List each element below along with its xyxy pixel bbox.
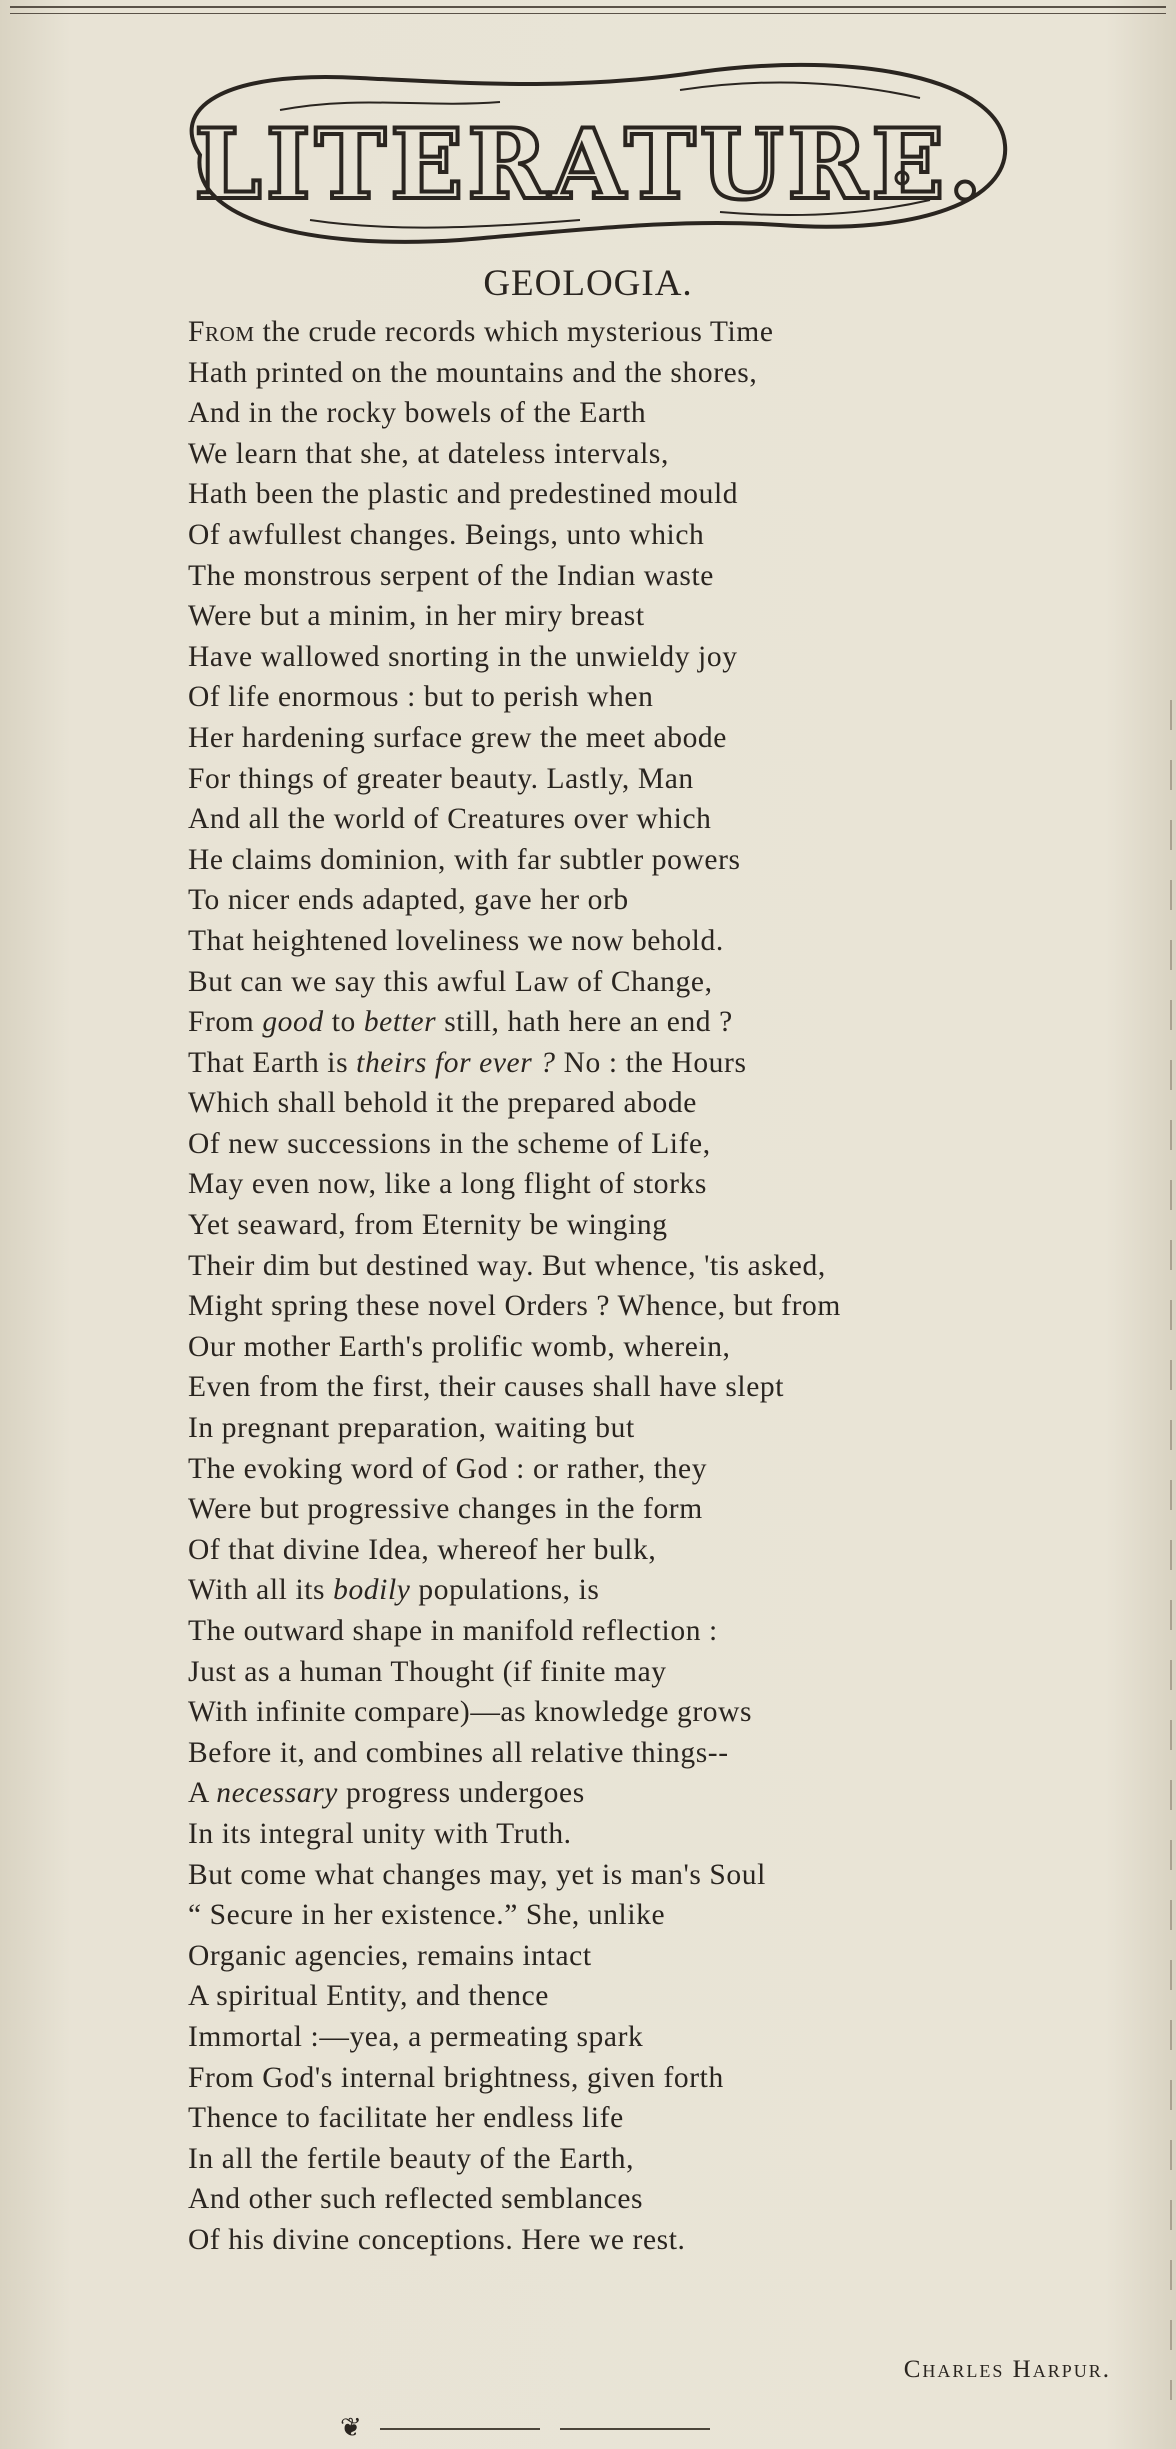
line-text: From (188, 1006, 263, 1039)
poem-line (188, 556, 1088, 597)
fleuron-ornament: ❦ (340, 2413, 362, 2442)
line-text: populations, is (410, 1574, 600, 1607)
line-text: Of that divine Idea, whereof her bulk, (188, 1533, 657, 1566)
poem-line (188, 1570, 1088, 1611)
poem-line (188, 1814, 1088, 1855)
poem-line (188, 596, 1088, 637)
poem-line (188, 1692, 1088, 1733)
line-text: From (188, 316, 255, 348)
poem-line (188, 759, 1088, 800)
poem-line (188, 434, 1088, 475)
poem-line (188, 2220, 1088, 2261)
footer-rule-left (380, 2428, 540, 2430)
poem-line (188, 1773, 1088, 1814)
literature-masthead (160, 50, 1020, 260)
line-text: Yet seaward, from Eternity be winging (188, 1209, 668, 1242)
poem-body (188, 312, 1088, 2261)
line-text: Her hardening surface grew the meet abode (188, 721, 727, 754)
line-text: Just as a human Thought (if finite may (188, 1655, 667, 1688)
line-text: In all the fertile beauty of the Earth, (188, 2142, 635, 2175)
line-text: Organic agencies, remains intact (188, 1939, 592, 1972)
poem-line (188, 1855, 1088, 1896)
line-text: Their dim but destined way. But whence, 'tis asked, (188, 1249, 826, 1282)
line-text: Thence to facilitate her endless life (188, 2102, 624, 2135)
poem-line (188, 2058, 1088, 2099)
line-text: And other such reflected semblances (188, 2183, 644, 2216)
line-text: still, hath here an end ? (436, 1006, 733, 1039)
line-text: The monstrous serpent of the Indian waste (188, 559, 714, 592)
line-text: A (188, 1777, 217, 1810)
line-text: the crude records which mysterious Time (254, 316, 774, 348)
poem-line (188, 840, 1088, 881)
poem-title: GEOLOGIA. (483, 263, 693, 304)
poem-line (188, 1124, 1088, 1165)
poem-line (188, 2139, 1088, 2180)
line-text: Hath been the plastic and predestined mould (188, 478, 739, 511)
line-text: That Earth is (188, 1046, 357, 1079)
poem-line (188, 1246, 1088, 1287)
line-text: Were but progressive changes in the form (188, 1493, 703, 1526)
line-text: We learn that she, at dateless intervals, (188, 437, 669, 470)
poem-line (188, 1408, 1088, 1449)
line-text: That heightened loveliness we now behold. (188, 924, 724, 957)
poem-line (188, 1164, 1088, 1205)
poem-line (188, 1652, 1088, 1693)
poem-line (188, 2179, 1088, 2220)
poem-line (188, 718, 1088, 759)
poem-line (188, 474, 1088, 515)
line-text: The outward shape in manifold reflection : (188, 1615, 718, 1647)
line-text: Hath printed on the mountains and the shores, (188, 356, 758, 389)
poem-line (188, 1489, 1088, 1530)
poem-line (188, 1611, 1088, 1652)
line-text: No : the Hours (555, 1046, 747, 1079)
line-text: Before it, and combines all relative things-- (188, 1736, 729, 1769)
poem-line (188, 1976, 1088, 2017)
line-text: Of his divine conceptions. Here we rest. (188, 2223, 686, 2256)
poem-line (188, 1895, 1088, 1936)
line-text: The evoking word of God : or rather, they (188, 1452, 708, 1485)
poem-line (188, 1043, 1088, 1084)
italic-text: bodily (333, 1574, 411, 1607)
line-text: To nicer ends adapted, gave her orb (188, 884, 629, 917)
line-text: progress undergoes (337, 1777, 585, 1810)
italic-text: theirs for ever ? (356, 1046, 556, 1079)
line-text: But can we say this awful Law of Change, (188, 965, 713, 998)
poem-line (188, 312, 1088, 353)
poem-line (188, 1205, 1088, 1246)
poem-line (188, 1530, 1088, 1571)
poem-line (188, 637, 1088, 678)
line-text: Of life enormous : but to perish when (188, 681, 654, 714)
poem-line (188, 799, 1088, 840)
poem-line (188, 880, 1088, 921)
masthead-text: LITERATURE. (194, 108, 986, 221)
poem-line (188, 677, 1088, 718)
poem-line (188, 1733, 1088, 1774)
line-text: Of new successions in the scheme of Life, (188, 1127, 711, 1160)
poem-line (188, 962, 1088, 1003)
poem-line (188, 1083, 1088, 1124)
line-text: Of awfullest changes. Beings, unto which (188, 518, 705, 551)
line-text: In pregnant preparation, waiting but (188, 1412, 635, 1445)
line-text: With all its (188, 1574, 334, 1607)
line-text: Immortal :—yea, a permeating spark (188, 2020, 644, 2053)
poem-line (188, 921, 1088, 962)
line-text: Which shall behold it the prepared abode (188, 1087, 697, 1120)
line-text: He claims dominion, with far subtler powers (188, 843, 741, 876)
poem-line (188, 1367, 1088, 1408)
italic-text: good (262, 1006, 324, 1039)
line-text: And in the rocky bowels of the Earth (188, 397, 647, 430)
poem-line (188, 1286, 1088, 1327)
line-text: In its integral unity with Truth. (188, 1817, 572, 1850)
poem-line (188, 1449, 1088, 1490)
line-text: “ Secure in her existence.” She, unlike (188, 1899, 666, 1932)
poem-line (188, 1002, 1088, 1043)
line-text: A spiritual Entity, and thence (188, 1980, 549, 2013)
poem-line (188, 515, 1088, 556)
line-text: Our mother Earth's prolific womb, wherein, (188, 1330, 731, 1363)
line-text: Have wallowed snorting in the unwieldy joy (188, 640, 738, 673)
italic-text: better (363, 1006, 437, 1039)
line-text: And all the world of Creatures over which (188, 803, 712, 836)
top-rule-thin (10, 13, 1166, 14)
poem-line (188, 1936, 1088, 1977)
poem-line (188, 1327, 1088, 1368)
line-text: to (323, 1006, 364, 1039)
poem-line (188, 2017, 1088, 2058)
poem-author: Charles Harpur. (903, 2356, 1111, 2383)
line-text: Were but a minim, in her miry breast (188, 600, 645, 633)
page-edge-shadow (1170, 700, 1172, 2400)
top-rule (10, 6, 1166, 8)
italic-text: necessary (216, 1777, 338, 1810)
line-text: With infinite compare)—as knowledge grows (188, 1696, 753, 1729)
line-text: But come what changes may, yet is man's Soul (188, 1858, 766, 1891)
line-text: From God's internal brightness, given forth (188, 2061, 724, 2094)
footer-rule-right (560, 2428, 710, 2430)
line-text: Might spring these novel Orders ? Whence, but from (188, 1290, 841, 1323)
masthead-ornament (160, 50, 1020, 260)
poem-line (188, 353, 1088, 394)
line-text: May even now, like a long flight of storks (188, 1168, 707, 1201)
poem-line (188, 2098, 1088, 2139)
line-text: Even from the first, their causes shall have slept (188, 1371, 785, 1404)
line-text: For things of greater beauty. Lastly, Man (188, 762, 694, 795)
poem-line (188, 393, 1088, 434)
